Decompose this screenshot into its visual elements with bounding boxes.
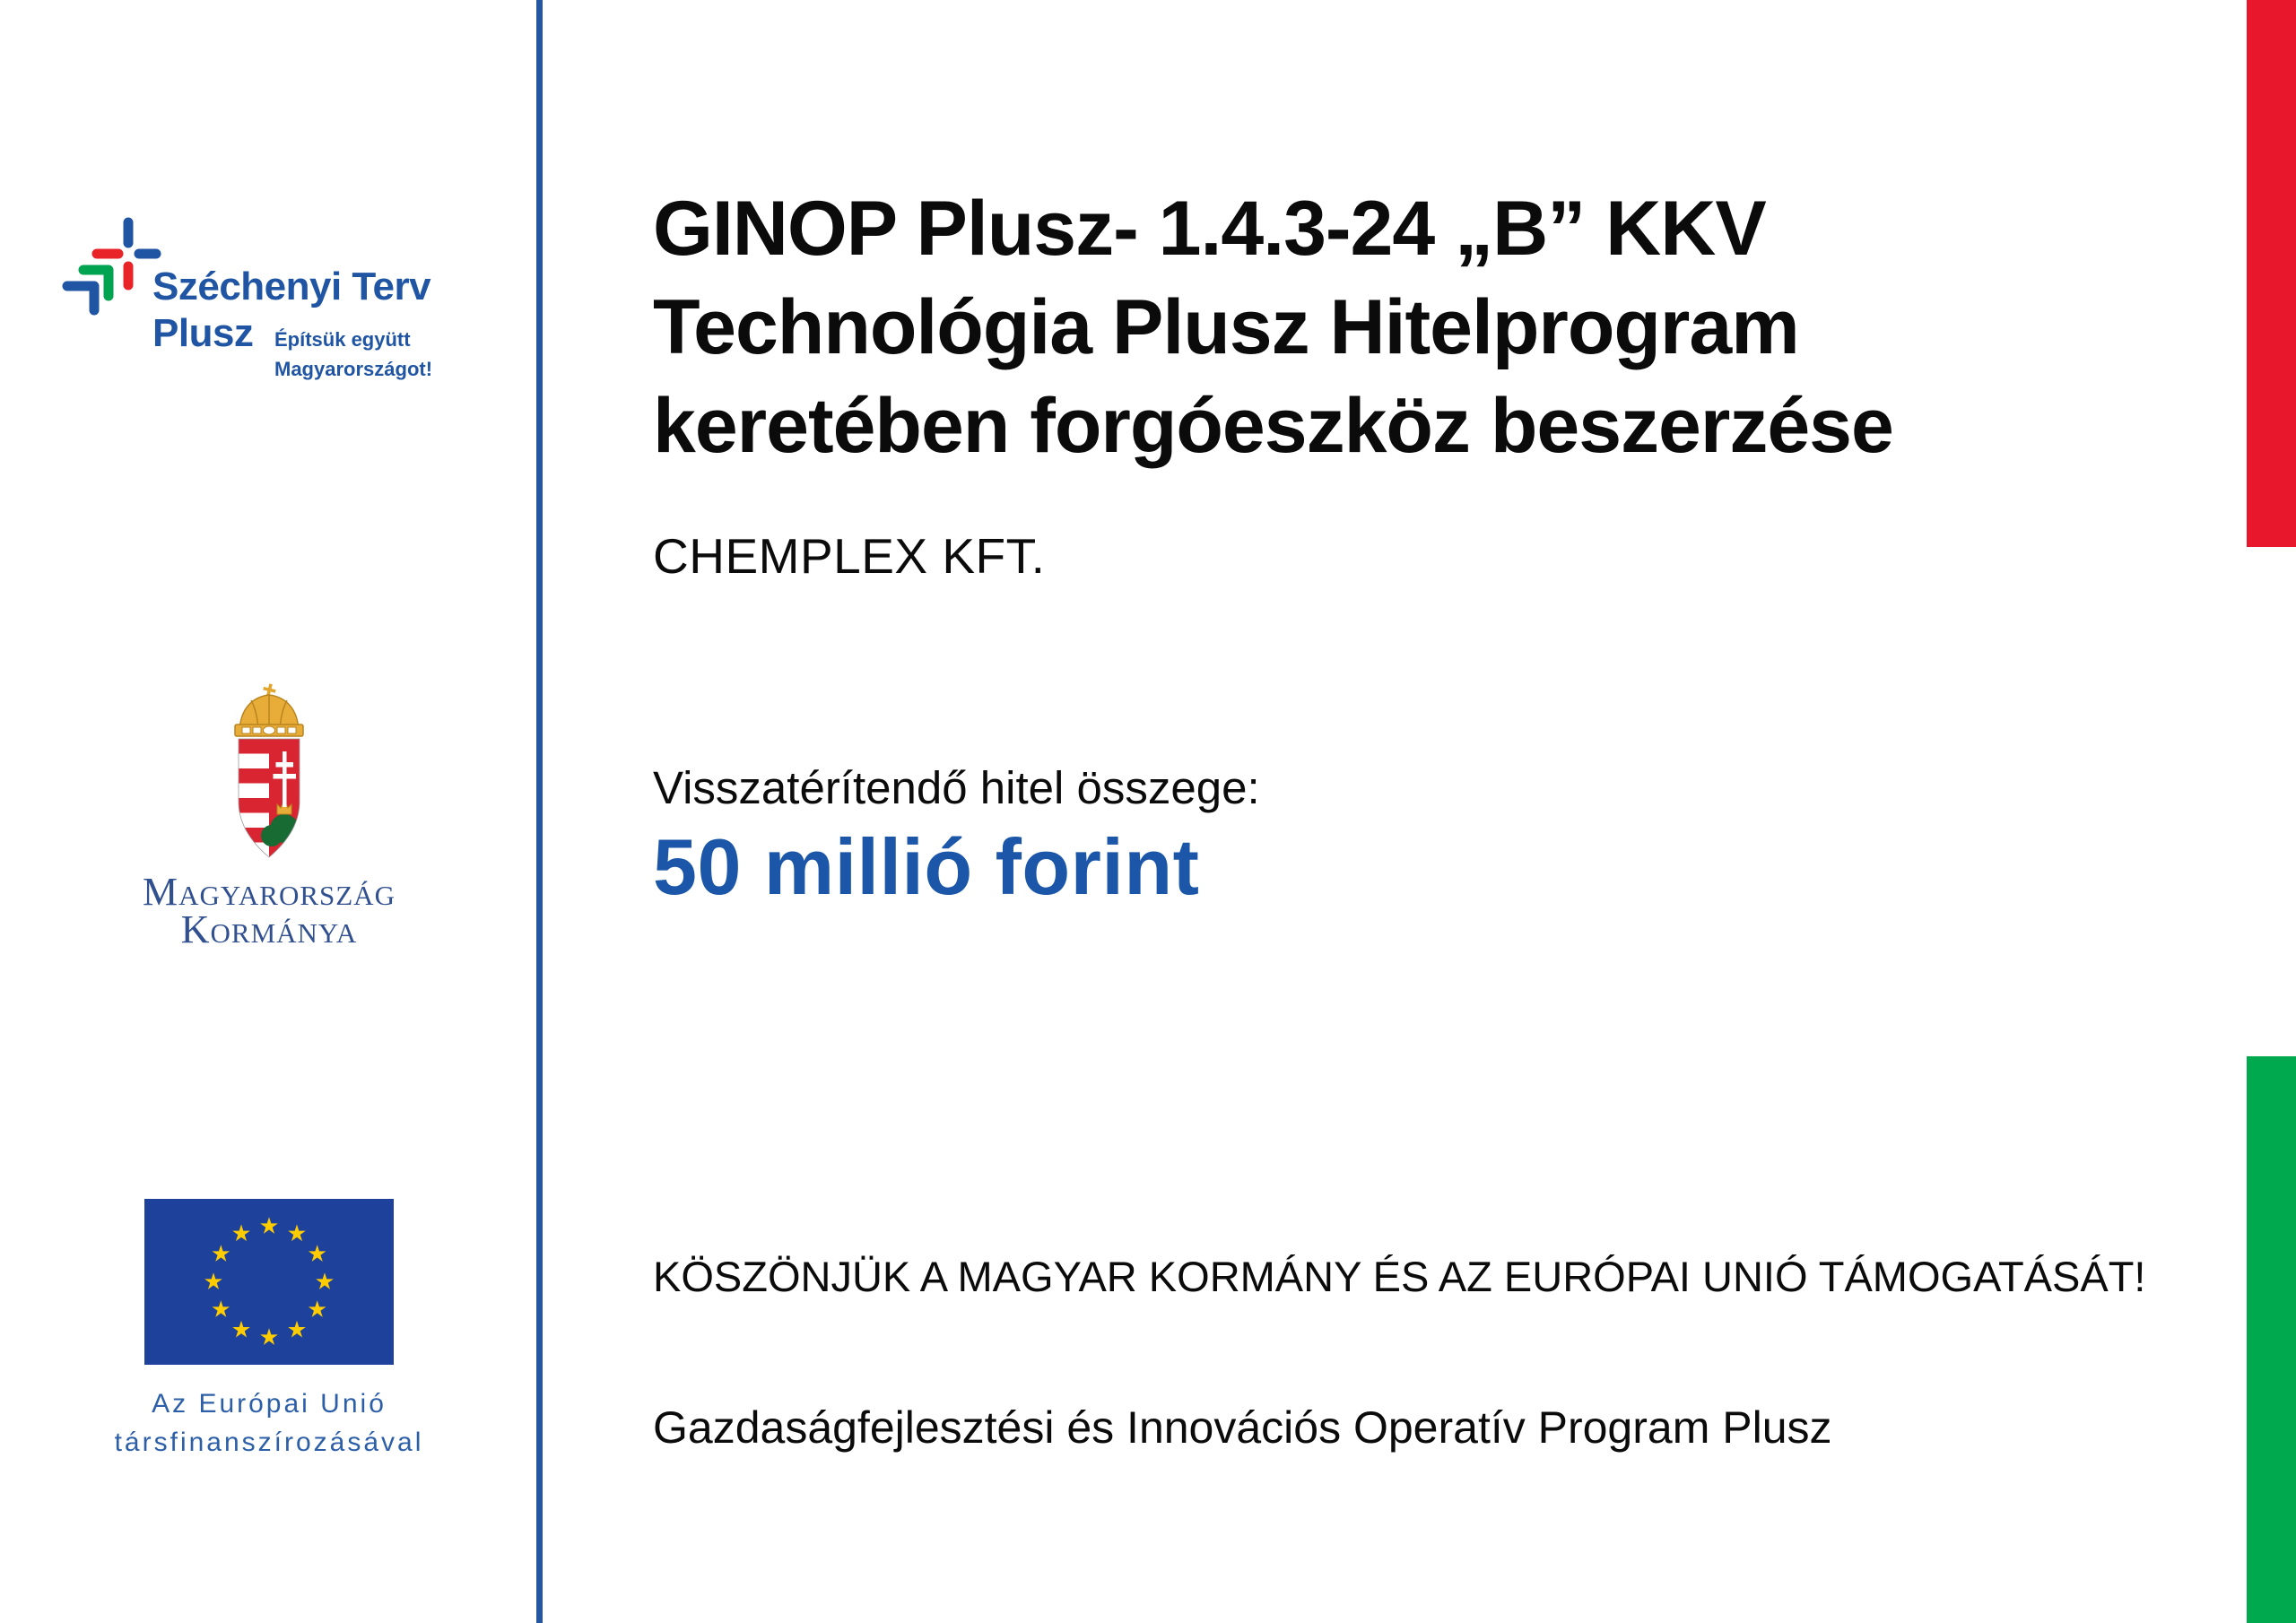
- szechenyi-logo-name-line2: Plusz: [152, 311, 254, 355]
- project-title-line1: GINOP Plusz- 1.4.3-24 „B” KKV: [653, 186, 1766, 272]
- program-name: Gazdaságfejlesztési és Innovációs Operatív Program Plusz: [653, 1402, 1832, 1453]
- eu-cofinancing-logo: [72, 1199, 466, 1462]
- crown: [235, 683, 303, 736]
- hungary-government-logo: [90, 683, 448, 949]
- project-title-line2: Technológia Plusz Hitelprogram: [653, 284, 1799, 370]
- government-name-line1: Magyarország: [143, 870, 396, 914]
- vertical-divider: [536, 0, 543, 1623]
- szechenyi-logo-name-line1: Széchenyi Terv: [152, 265, 431, 308]
- shield: [239, 739, 308, 861]
- szechenyi-slogan-line2: Magyarországot!: [274, 358, 433, 380]
- hungary-coat-of-arms-icon: [223, 683, 315, 861]
- szechenyi-logo-slogan: [274, 325, 432, 384]
- project-title: [653, 179, 1893, 475]
- thanks-message: KÖSZÖNJÜK A MAGYAR KORMÁNY ÉS AZ EURÓPAI UNIÓ TÁMOGATÁSÁT!: [653, 1253, 2146, 1300]
- government-name-line2: Kormánya: [180, 907, 358, 951]
- loan-amount-label: Visszatérítendő hitel összege:: [653, 762, 1260, 813]
- szechenyi-plus-cross-icon: [56, 213, 168, 323]
- eu-caption-line1: Az Európai Unió: [152, 1389, 387, 1419]
- eu-flag-icon: [144, 1199, 394, 1365]
- loan-amount-value: 50 millió forint: [653, 822, 1200, 911]
- eu-caption-line2: társfinanszírozásával: [114, 1428, 424, 1457]
- flag-stripe-green: [2247, 1056, 2296, 1623]
- beneficiary-name: CHEMPLEX KFT.: [653, 528, 1046, 584]
- szechenyi-terv-plusz-logo: [56, 213, 522, 393]
- flag-stripe-red: [2247, 0, 2296, 547]
- project-title-line3: keretében forgóeszköz beszerzése: [653, 383, 1893, 469]
- szechenyi-slogan-line1: Építsük együtt: [274, 328, 411, 351]
